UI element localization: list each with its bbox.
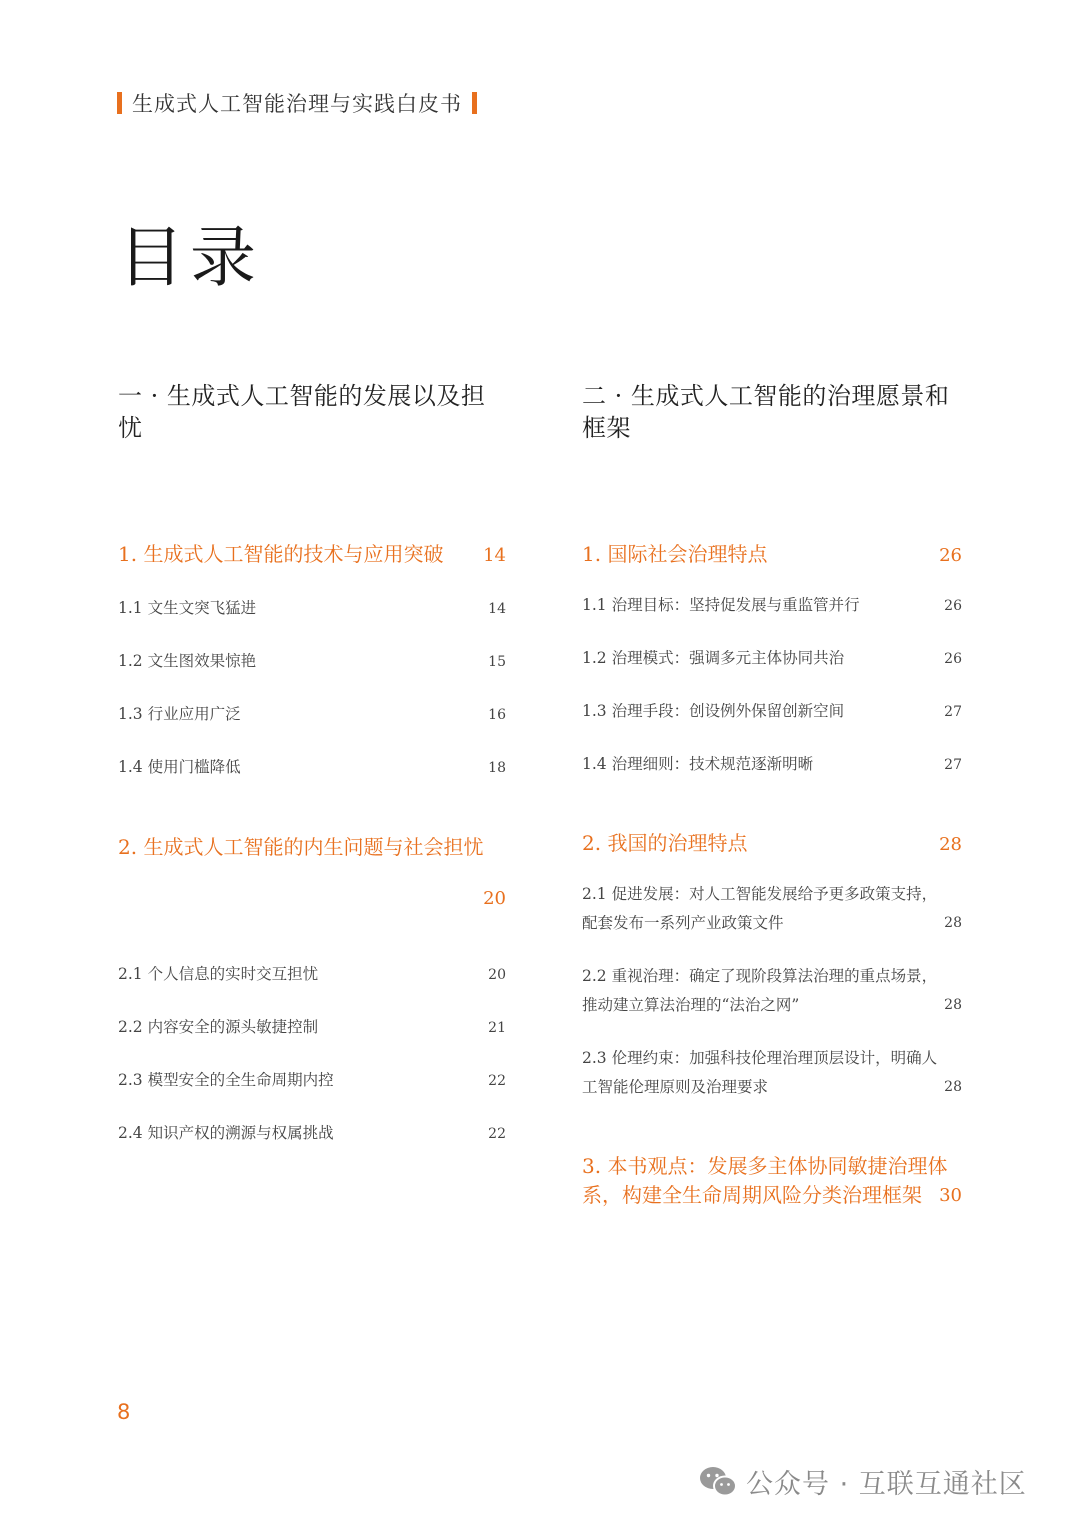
toc-item[interactable]	[118, 964, 506, 985]
toc-column-left	[118, 380, 506, 1142]
toc-item-page: 26	[944, 651, 962, 667]
section-page: 14	[483, 545, 506, 566]
toc-item-page: 27	[944, 704, 962, 720]
toc-title: 目录	[118, 219, 262, 296]
toc-item-label: 1.4 使用门槛降低	[118, 758, 241, 776]
toc-item-label-line2: 推动建立算法治理的“法治之网”	[582, 996, 800, 1014]
toc-item-page: 22	[488, 1126, 506, 1142]
header-right-bar	[472, 92, 477, 114]
toc-item-label: 1.2 文生图效果惊艳	[118, 652, 257, 670]
toc-section-1-2[interactable]	[118, 833, 506, 913]
toc-item[interactable]	[582, 648, 962, 669]
section-label-line1: 3. 本书观点：发展多主体协同敏捷治理体	[582, 1154, 948, 1178]
header-left-bar	[117, 92, 122, 114]
toc-item[interactable]	[118, 1017, 506, 1038]
toc-item-label: 2.4 知识产权的溯源与权属挑战	[118, 1124, 334, 1142]
section-page: 28	[939, 834, 962, 855]
toc-item[interactable]	[118, 1123, 506, 1144]
toc-item-page: 22	[488, 1073, 506, 1089]
section-label-line2: 系，构建全生命周期风险分类治理框架	[582, 1183, 922, 1207]
toc-section-1-1[interactable]	[118, 540, 506, 570]
toc-item-multiline[interactable]	[582, 1044, 962, 1102]
section-label: 2. 生成式人工智能的内生问题与社会担忧	[118, 835, 484, 859]
toc-item-label-line1: 2.2 重视治理：确定了现阶段算法治理的重点场景，	[582, 967, 938, 985]
toc-item-label: 1.3 行业应用广泛	[118, 705, 241, 723]
toc-item-multiline[interactable]	[582, 962, 962, 1020]
part-title-1: 一 · 生成式人工智能的发展以及担忧	[118, 382, 486, 442]
toc-section-2-2[interactable]	[582, 829, 962, 859]
toc-section-2-1[interactable]	[582, 540, 962, 570]
section-page: 30	[939, 1185, 962, 1206]
toc-item-label-line2: 工智能伦理原则及治理要求	[582, 1078, 769, 1096]
toc-item[interactable]	[118, 651, 506, 672]
toc-item[interactable]	[118, 1070, 506, 1091]
toc-item-page: 26	[944, 598, 962, 614]
toc-item-label-line1: 2.1 促进发展：对人工智能发展给予更多政策支持，	[582, 885, 938, 903]
toc-item[interactable]	[118, 598, 506, 619]
section-label: 1. 国际社会治理特点	[582, 542, 768, 566]
toc-item-label: 1.1 文生文突飞猛进	[118, 599, 257, 617]
wechat-icon	[698, 1465, 738, 1499]
toc-item-label: 2.1 个人信息的实时交互担忧	[118, 965, 319, 983]
toc-section-2-3[interactable]	[582, 1152, 962, 1210]
toc-item-page: 18	[488, 760, 506, 776]
toc-item-label: 1.3 治理手段：创设例外保留创新空间	[582, 702, 845, 720]
toc-item-label: 1.4 治理细则：技术规范逐渐明晰	[582, 755, 814, 773]
page-number: 8	[117, 1400, 131, 1424]
toc-item[interactable]	[582, 701, 962, 722]
toc-item-page: 28	[944, 915, 962, 931]
toc-item-label: 1.1 治理目标：坚持促发展与重监管并行	[582, 596, 860, 614]
part-title-2: 二 · 生成式人工智能的治理愿景和框架	[582, 382, 950, 442]
toc-item-label: 1.2 治理模式：强调多元主体协同共治	[582, 649, 845, 667]
toc-item[interactable]	[118, 757, 506, 778]
toc-item-page: 15	[488, 654, 506, 670]
watermark	[698, 1462, 1027, 1501]
toc-item-label: 2.3 模型安全的全生命周期内控	[118, 1071, 334, 1089]
section-label: 2. 我国的治理特点	[582, 831, 748, 855]
toc-item-page: 16	[488, 707, 506, 723]
toc-item-multiline[interactable]	[582, 880, 962, 938]
toc-item[interactable]	[118, 704, 506, 725]
toc-item[interactable]	[582, 754, 962, 775]
section-label: 1. 生成式人工智能的技术与应用突破	[118, 542, 444, 566]
toc-item-page: 27	[944, 757, 962, 773]
section-page: 26	[939, 545, 962, 566]
toc-item-page: 14	[488, 601, 506, 617]
toc-item[interactable]	[582, 595, 962, 616]
toc-item-label: 2.2 内容安全的源头敏捷控制	[118, 1018, 319, 1036]
toc-item-label-line2: 配套发布一系列产业政策文件	[582, 914, 784, 932]
toc-item-page: 28	[944, 997, 962, 1013]
running-header	[117, 88, 477, 118]
section-page: 20	[483, 888, 506, 909]
toc-item-label-line1: 2.3 伦理约束：加强科技伦理治理顶层设计，明确人	[582, 1049, 938, 1067]
toc-item-page: 20	[488, 967, 506, 983]
toc-item-page: 21	[488, 1020, 506, 1036]
toc-item-page: 28	[944, 1079, 962, 1095]
header-title: 生成式人工智能治理与实践白皮书	[132, 92, 462, 116]
toc-column-right	[582, 380, 962, 1207]
watermark-text: 公众号 · 互联互通社区	[746, 1469, 1027, 1500]
